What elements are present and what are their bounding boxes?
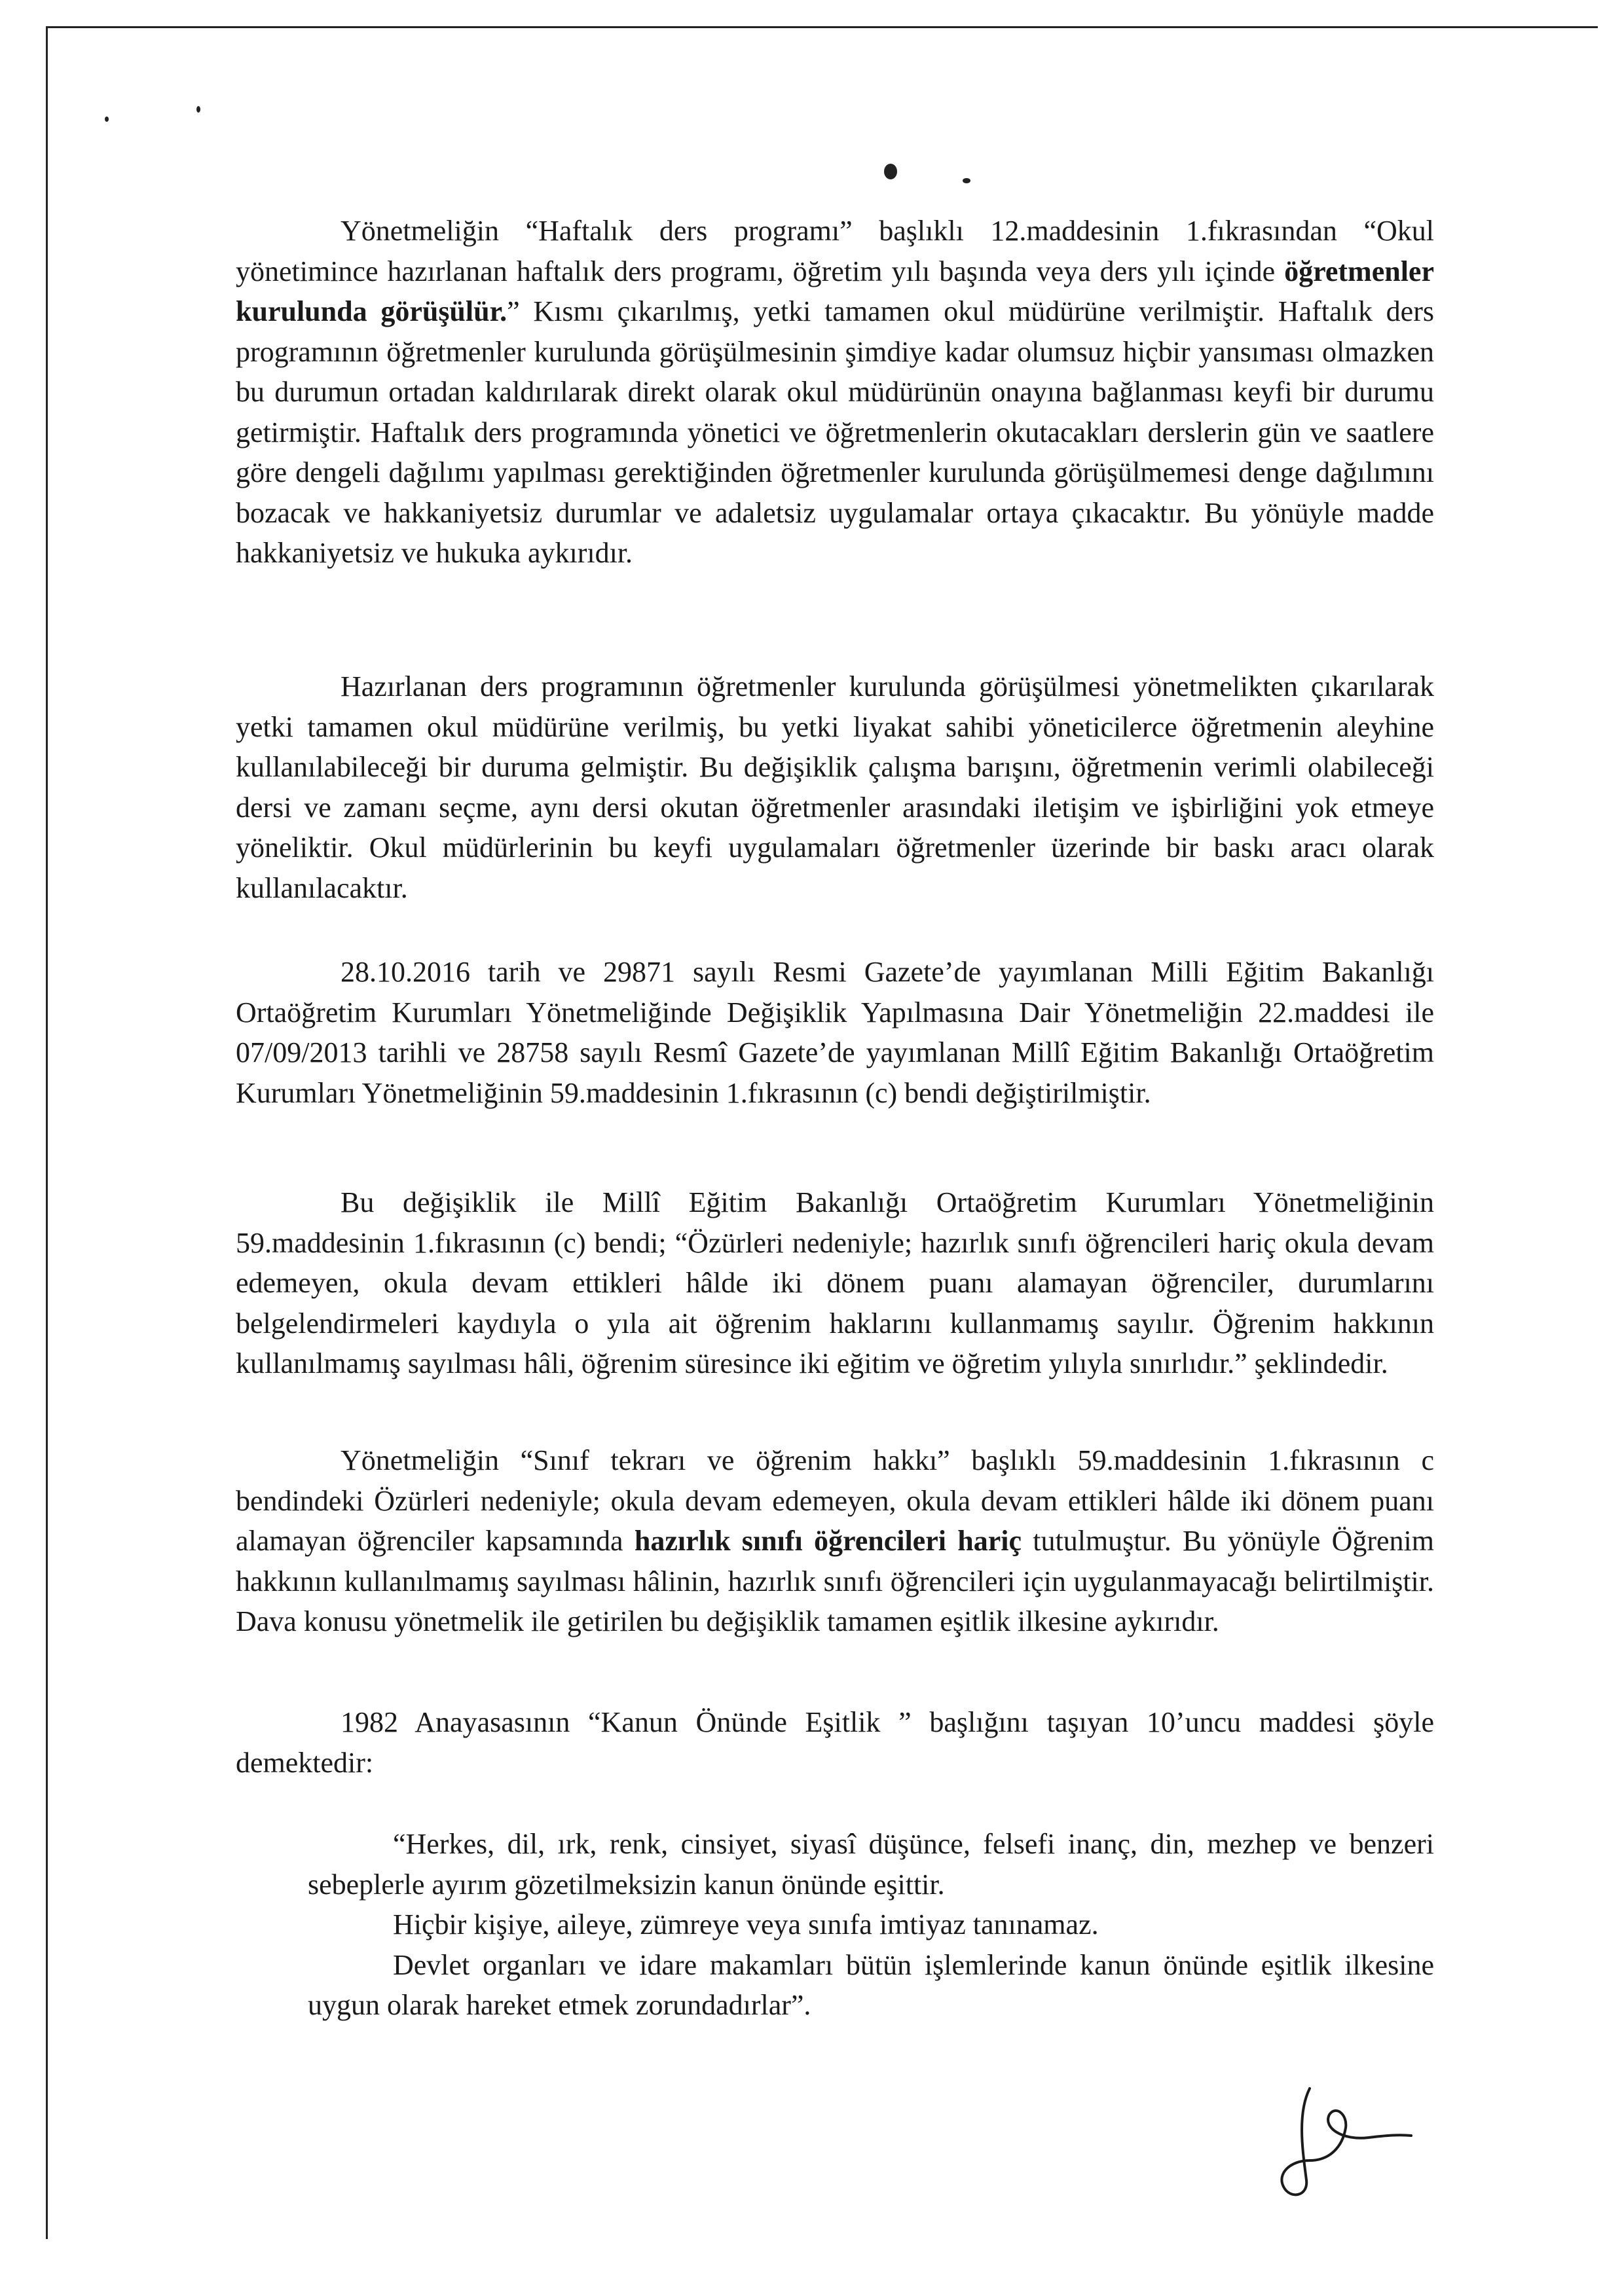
paragraph-1 [236,211,1434,574]
scan-speck [105,117,109,122]
paragraph-5 [236,1440,1434,1642]
handwritten-signature [1270,2075,1414,2206]
scan-speck [963,178,970,183]
paragraph-6 [236,1702,1434,1783]
quote-line-2: Hiçbir kişiye, aileye, zümreye veya sınıfa imtiyaz tanınamaz. [393,1908,1099,1941]
para3-text: 28.10.2016 tarih ve 29871 sayılı Resmi Gazete’de yayımlanan Milli Eğitim Bakanlığı Ortaöğretim Kurumları Yönetmeliğinde Değişiklik Yapılmasına Dair Yönetmeliğin 22.maddesi ile 07/09/2013 tarihli ve 28758 sayılı Resmî Gazete’de yayımlanan Millî Eğitim Bakanlığı Ortaöğretim Kurumları Yönetmeliğinin 59.maddesinin 1.fıkrasının (c) bendi değiştirilmiştir. [236,956,1434,1109]
para1-bold-seg: öğretmenler kurulunda görüşülür. [236,255,1434,327]
paragraph-4 [236,1182,1434,1384]
para1-seg3: ” Kısmı çıkarılmış, yetki tamamen okul müdürüne verilmiştir. Haftalık ders programının öğretmenler kurulunda görüşülmesinin şimdiye kadar olumsuz hiçbir yansıması olmazken bu durumun ortadan kaldırılarak direkt olarak okul müdürünün onayına bağlanması keyfi bir durumu getirmiştir. Haftalık ders programında yönetici ve öğretmenlerin okutacakları derslerin gün ve saatlere göre dengeli dağılımı yapılması gerektiğinden öğretmenler kurulunda görüşülmemesi denge dağılımını bozacak ve hakkaniyetsiz durumlar ve adaletsiz uygulamalar ortaya çıkacaktır. Bu yönüyle madde hakkaniyetsiz ve hukuka aykırıdır. [236,295,1434,569]
para5-bold-seg: hazırlık sınıfı öğrencileri hariç [634,1525,1022,1557]
scan-border-top [46,26,1598,28]
para6-text: 1982 Anayasasının “Kanun Önünde Eşitlik ” başlığını taşıyan 10’uncu maddesi şöyle demektedir: [236,1706,1434,1779]
para5-seg1: Yönetmeliğin “Sınıf tekrarı ve öğrenim hakkı” başlıklı 59.maddesinin 1.fıkrasının c bendindeki Özürleri nedeniyle; okula devam edemeyen, okula devam ettikleri hâlde iki dönem puanı alamayan öğrenciler kapsamında [236,1444,1434,1557]
para5-seg3: tutulmuştur. Bu yönüyle Öğrenim hakkının kullanılmamış sayılması hâlinin, hazırlık sınıfı öğrencileri için uygulanmayacağı belirtilmiştir. Dava konusu yönetmelik ile getirilen bu değişiklik tamamen eşitlik ilkesine aykırıdır. [236,1525,1435,1637]
para1-seg1: Yönetmeliğin “Haftalık ders programı” başlıklı 12.maddesinin 1.fıkrasından “Okul yönetimince hazırlanan haftalık ders programı, öğretim yılı başında veya ders yılı içinde [236,215,1434,287]
scan-speck [196,106,200,113]
paragraph-3 [236,952,1434,1113]
para4-text: Bu değişiklik ile Millî Eğitim Bakanlığı Ortaöğretim Kurumları Yönetmeliğinin 59.maddesinin 1.fıkrasının (c) bendi; “Özürleri nedeniyle; hazırlık sınıfı öğrencileri hariç okula devam edemeyen, okula devam ettikleri hâlde iki dönem puanı alamayan öğrenciler, durumlarını belgelendirmeleri kaydıyla o yıla ait öğrenim haklarını kullanmamış sayılır. Öğrenim hakkının kullanılmamış sayılması hâli, öğrenim süresince iki eğitim ve öğretim yılıyla sınırlıdır.” şeklindedir. [236,1186,1434,1379]
quote-line-1: “Herkes, dil, ırk, renk, cinsiyet, siyasî düşünce, felsefi inanç, din, mezhep ve benzeri sebeplerle ayırım gözetilmeksizin kanun önünde eşittir. [308,1828,1434,1901]
scan-border-left [46,26,48,2239]
scan-speck [884,164,897,179]
constitution-quote [308,1824,1434,2026]
para2-text: Hazırlanan ders programının öğretmenler kurulunda görüşülmesi yönetmelikten çıkarılarak yetki tamamen okul müdürüne verilmiş, bu yetki liyakat sahibi yöneticilerce öğretmenin aleyhine kullanılabileceği bir duruma gelmiştir. Bu değişiklik çalışma barışını, öğretmenin verimli olabileceği dersi ve zamanı seçme, aynı dersi okutan öğretmenler arasındaki iletişim ve işbirliğini yok etmeye yöneliktir. Okul müdürlerinin bu keyfi uygulamaları öğretmenler üzerinde bir baskı aracı olarak kullanılacaktır. [236,670,1434,904]
quote-line-3: Devlet organları ve idare makamları bütün işlemlerinde kanun önünde eşitlik ilkesine uygun olarak hareket etmek zorundadırlar”. [308,1948,1434,2021]
paragraph-2 [236,666,1434,908]
